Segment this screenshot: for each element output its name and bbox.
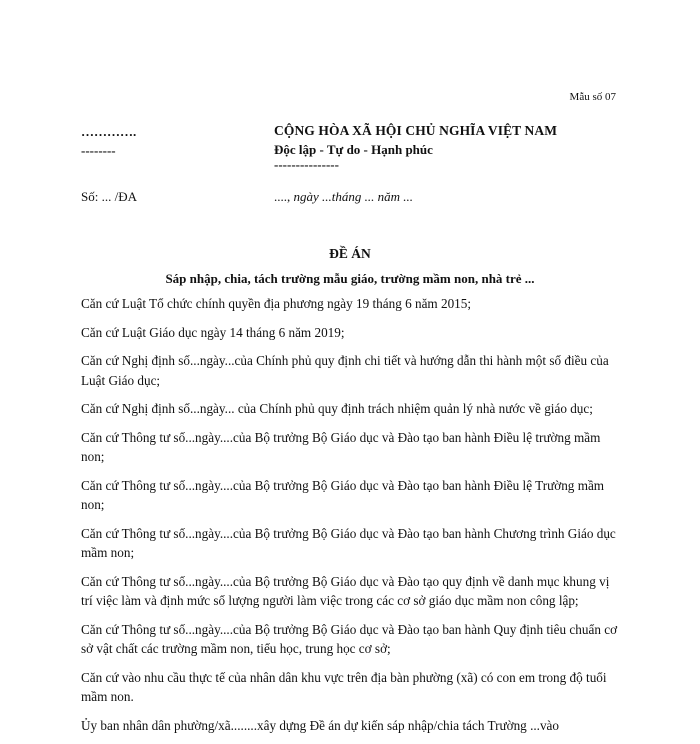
body-paragraph: Căn cứ Thông tư số...ngày....của Bộ trưởng Bộ Giáo dục và Đào tạo ban hành Quy định tiêu chuẩn cơ sở vật chất các trường mầm non, tiểu học, trung học cơ sở; xyxy=(81,621,618,656)
document-title: ĐỀ ÁN xyxy=(329,246,371,261)
motto-underline: --------------- xyxy=(274,157,339,172)
national-motto: Độc lập - Tự do - Hạnh phúc xyxy=(274,142,433,157)
body-paragraph: Căn cứ Thông tư số...ngày....của Bộ trưởng Bộ Giáo dục và Đào tạo ban hành Điều lệ Trường mầm non; xyxy=(81,477,605,512)
body-paragraph: Ủy ban nhân dân phường/xã........xây dựng Đề án dự kiến sáp nhập/chia tách Trường ...vào xyxy=(81,717,560,733)
body-paragraph: Căn cứ Nghị định số...ngày...của Chính phủ quy định chi tiết và hướng dẫn thi hành một số điều của Luật Giáo dục; xyxy=(81,353,609,388)
body-paragraph: Căn cứ Thông tư số...ngày....của Bộ trưởng Bộ Giáo dục và Đào tạo ban hành Điều lệ trường mầm non; xyxy=(81,429,601,464)
body-paragraph: Căn cứ vào nhu cầu thực tế của nhân dân khu vực trên địa bàn phường (xã) có con em trong độ tuổi mầm non. xyxy=(81,669,607,704)
body-paragraph: Căn cứ Thông tư số...ngày....của Bộ trưởng Bộ Giáo dục và Đào tạo ban hành Chương trình Giáo dục mầm non; xyxy=(81,525,616,560)
date-place-placeholder: ...., xyxy=(274,189,291,204)
nation-title: CỘNG HÒA XÃ HỘI CHỦ NGHĨA VIỆT NAM xyxy=(274,123,558,138)
body-paragraph: Căn cứ Nghị định số...ngày... của Chính phủ quy định trách nhiệm quản lý nhà nước về giáo dục; xyxy=(81,401,593,416)
body-paragraph: Căn cứ Luật Tổ chức chính quyền địa phương ngày 19 tháng 6 năm 2015; xyxy=(81,296,472,311)
body-paragraph: Căn cứ Luật Giáo dục ngày 14 tháng 6 năm 2019; xyxy=(81,324,345,340)
document-subtitle: Sáp nhập, chia, tách trường mẫu giáo, trường mầm non, nhà trẻ ... xyxy=(165,271,535,286)
document-body xyxy=(81,294,621,744)
agency-underline: -------- xyxy=(81,143,116,158)
agency-name-placeholder: …………. xyxy=(81,124,137,139)
document-date xyxy=(274,189,413,205)
body-paragraph: Căn cứ Thông tư số...ngày....của Bộ trưởng Bộ Giáo dục và Đào tạo quy định về danh mục khung vị trí việc làm và định mức số lượng người làm việc trong các cơ sở giáo dục mầm non công lập; xyxy=(81,573,610,608)
date-text: ngày ...tháng ... năm ... xyxy=(290,189,414,204)
agency-header xyxy=(81,122,241,160)
national-header xyxy=(274,121,614,171)
document-reference-number: Số: ... /ĐA xyxy=(81,189,137,204)
form-number: Mẫu số 07 xyxy=(569,91,616,103)
